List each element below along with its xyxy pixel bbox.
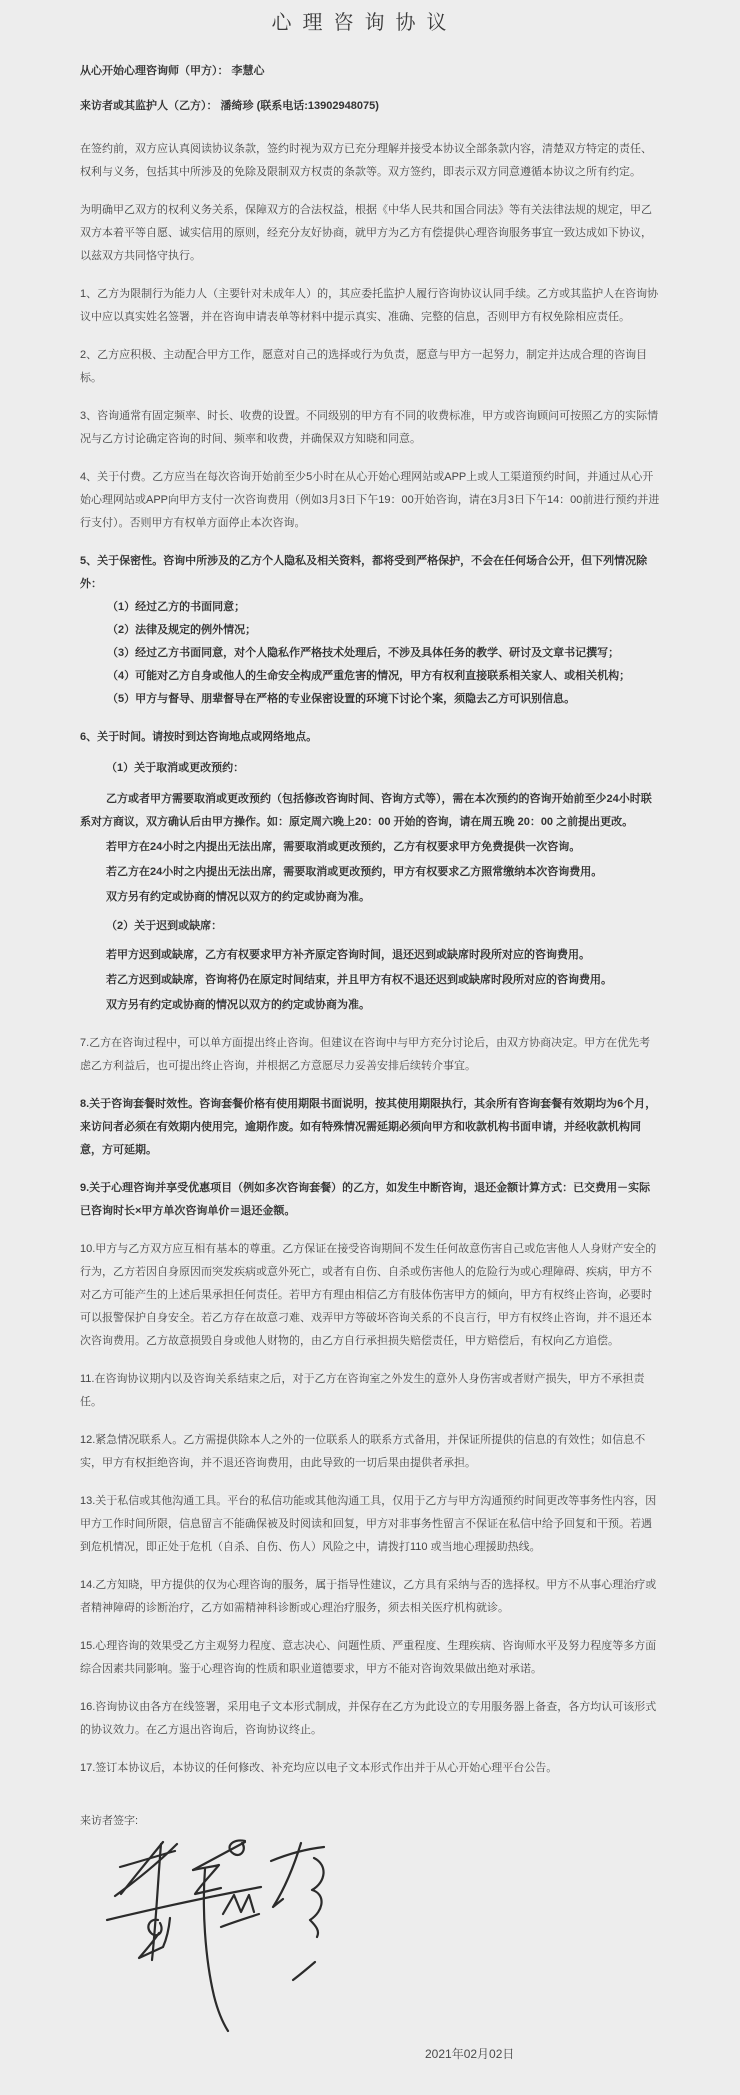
intro-paragraph: 在签约前，双方应认真阅读协议条款，签约时视为双方已充分理解并接受本协议全部条款内容，清楚双方特定的责任、权利与义务，包括其中所涉及的免除及限制双方权责的条款等。双方签约，即表示双方同意遵循本协议之所有约定。 [80,143,652,178]
clause-2: 2、乙方应积极、主动配合甲方工作，愿意对自己的选择或行为负责，愿意与甲方一起努力，制定并达成合理的咨询目标。 [80,349,648,384]
page-title: 心理咨询协议 [271,12,458,34]
clause-13: 13.关于私信或其他沟通工具。平台的私信功能或其他沟通工具，仅用于乙方与甲方沟通预约时间更改等事务性内容，因甲方工作时间所限，信息留言不能确保被及时阅读和回复，甲方对非事务性留言不保证在私信中给予回复和干预。若遇到危机情况，即正处于危机（自杀、自伤、伤人）风险之中，请拨打110 或当地心理援助热线。 [80,1495,657,1553]
clause-6-2-heading: （2）关于迟到或缺席： [106,920,223,932]
clause-6-1-paragraph: 若甲方在24小时之内提出无法出席，需要取消或更改预约，乙方有权要求甲方免费提供一次咨询。 [106,841,581,853]
clause-6-1-paragraph: 乙方或者甲方需要取消或更改预约（包括修改咨询时间、咨询方式等），需在本次预约的咨询开始前至少24小时联系对方商议，双方确认后由甲方操作。如：原定周六晚上20：00 开始的咨询，请在周五晚 20：00 之前提出更改。 [80,793,652,828]
clause-15: 15.心理咨询的效果受乙方主观努力程度、意志决心、问题性质、严重程度、生理疾病、咨询师水平及努力程度等多方面综合因素共同影响。鉴于心理咨询的性质和职业道德要求，甲方不能对咨询效果做出绝对承诺。 [80,1640,657,1675]
clause-16: 16.咨询协议由各方在线签署，采用电子文本形式制成，并保存在乙方为此设立的专用服务器上备查，各方均认可该形式的协议效力。在乙方退出咨询后，咨询协议终止。 [80,1701,657,1736]
clause-11: 11.在咨询协议期内以及咨询关系结束之后，对于乙方在咨询室之外发生的意外人身伤害或者财产损失，甲方不承担责任。 [80,1373,645,1408]
clause-6-2-paragraph: 双方另有约定或协商的情况以双方的约定或协商为准。 [106,999,370,1011]
clause-3: 3、咨询通常有固定频率、时长、收费的设置。不同级别的甲方有不同的收费标准，甲方或咨询顾问可按照乙方的实际情况与乙方讨论确定咨询的时间、频率和收费，并确保双方知晓和同意。 [80,410,659,445]
clause-14: 14.乙方知晓，甲方提供的仅为心理咨询的服务，属于指导性建议，乙方具有采纳与否的选择权。甲方不从事心理治疗或者精神障碍的诊断治疗，乙方如需精神科诊断或心理治疗服务，须去相关医疗机构就诊。 [80,1579,657,1614]
visitor-signature-label: 来访者签字: [80,1815,139,1827]
clause-4: 4、关于付费。乙方应当在每次咨询开始前至少5小时在从心开始心理网站或APP上或人工渠道预约时间，并通过从心开始心理网站或APP向甲方支付一次咨询费用（例如3月3日下午19：00开始咨询，请在3月3日下午14：00前进行预约并进行支付）。否则甲方有权单方面停止本次咨询。 [80,471,660,529]
clause-10: 10.甲方与乙方双方应互相有基本的尊重。乙方保证在接受咨询期间不发生任何故意伤害自己或危害他人人身财产安全的行为，乙方若因自身原因而突发疾病或意外死亡，或者有自伤、自杀或伤害他人的危险行为或心理障碍、疾病，甲方不对乙方可能产生的上述后果承担任何责任。若甲方有理由相信乙方有肢体伤害甲方的倾向，甲方有权终止咨询，必要时可以报警保护自身安全。若乙方存在故意刁难、戏弄甲方等破坏咨询关系的不良言行，甲方有权终止咨询，并不退还本次咨询费用。乙方故意损毁自身或他人财物的，由乙方自行承担损失赔偿责任，甲方赔偿后，有权向乙方追偿。 [80,1243,657,1347]
clause-5-item: （1）经过乙方的书面同意； [107,601,246,613]
clause-5-item: （3）经过乙方书面同意，对个人隐私作严格技术处理后，不涉及具体任务的教学、研讨及文章书记撰写； [107,647,620,659]
clause-17: 17.签订本协议后，本协议的任何修改、补充均应以电子文本形式作出并于从心开始心理平台公告。 [80,1762,558,1774]
clause-9: 9.关于心理咨询并享受优惠项目（例如多次咨询套餐）的乙方，如发生中断咨询，退还金额计算方式：已交费用－实际已咨询时长×甲方单次咨询单价＝退还金额。 [80,1182,651,1217]
intro-paragraph: 为明确甲乙双方的权利义务关系，保障双方的合法权益，根据《中华人民共和国合同法》等有关法律法规的规定，甲乙双方本着平等自愿、诚实信用的原则，经充分友好协商，就甲方为乙方有偿提供心理咨询服务事宜一致达成如下协议，以兹双方共同恪守执行。 [80,204,652,262]
clause-7: 7.乙方在咨询过程中，可以单方面提出终止咨询。但建议在咨询中与甲方充分讨论后，由双方协商决定。甲方在优先考虑乙方利益后，也可提出终止咨询，并根据乙方意愿尽力妥善安排后续转介事宜。 [80,1037,651,1072]
clause-6: 6、关于时间。请按时到达咨询地点或网络地点。 [80,731,318,743]
signature-area [80,1838,660,2043]
signature-handwriting [95,1838,335,2043]
party-a-line: 从心开始心理咨询师（甲方）： 李慧心 [80,65,265,77]
party-b-line: 来访者或其监护人（乙方）： 潘绮珍 (联系电话:13902948075) [80,100,379,112]
clause-5-item: （5）甲方与督导、朋辈督导在严格的专业保密设置的环境下讨论个案，须隐去乙方可识别信息。 [107,693,576,705]
clause-5: 5、关于保密性。咨询中所涉及的乙方个人隐私及相关资料，都将受到严格保护，不会在任何场合公开，但下列情况除外： [80,555,648,590]
clause-1: 1、乙方为限制行为能力人（主要针对未成年人）的，其应委托监护人履行咨询协议认同手续。乙方或其监护人在咨询协议中应以真实姓名签署，并在咨询申请表单等材料中提示真实、准确、完整的信息，否则甲方有权免除相应责任。 [80,288,659,323]
clause-6-1-paragraph: 双方另有约定或协商的情况以双方的约定或协商为准。 [106,891,370,903]
clause-8: 8.关于咨询套餐时效性。咨询套餐价格有使用期限书面说明，按其使用期限执行，其余所有咨询套餐有效期均为6个月，来访问者必须在有效期内使用完，逾期作废。如有特殊情况需延期必须向甲方和收款机构书面申请，并经收款机构同意，方可延期。 [80,1098,657,1156]
clause-6-2-paragraph: 若甲方迟到或缺席，乙方有权要求甲方补齐原定咨询时间，退还迟到或缺席时段所对应的咨询费用。 [106,949,590,961]
clause-5-item: （2）法律及规定的例外情况； [107,624,257,636]
clause-6-2-paragraph: 若乙方迟到或缺席，咨询将仍在原定时间结束，并且甲方有权不退还迟到或缺席时段所对应的咨询费用。 [106,974,612,986]
clause-12: 12.紧急情况联系人。乙方需提供除本人之外的一位联系人的联系方式备用，并保证所提供的信息的有效性；如信息不实，甲方有权拒绝咨询，并不退还咨询费用，由此导致的一切后果由提供者承担。 [80,1434,646,1469]
clause-5-item: （4）可能对乙方自身或他人的生命安全构成严重危害的情况，甲方有权利直接联系相关家人、或相关机构； [107,670,631,682]
clause-6-1-heading: （1）关于取消或更改预约： [106,762,245,774]
signature-date: 2021年02月02日 [425,2047,515,2061]
clause-6-1-paragraph: 若乙方在24小时之内提出无法出席，需要取消或更改预约，甲方有权要求乙方照常缴纳本次咨询费用。 [106,866,603,878]
